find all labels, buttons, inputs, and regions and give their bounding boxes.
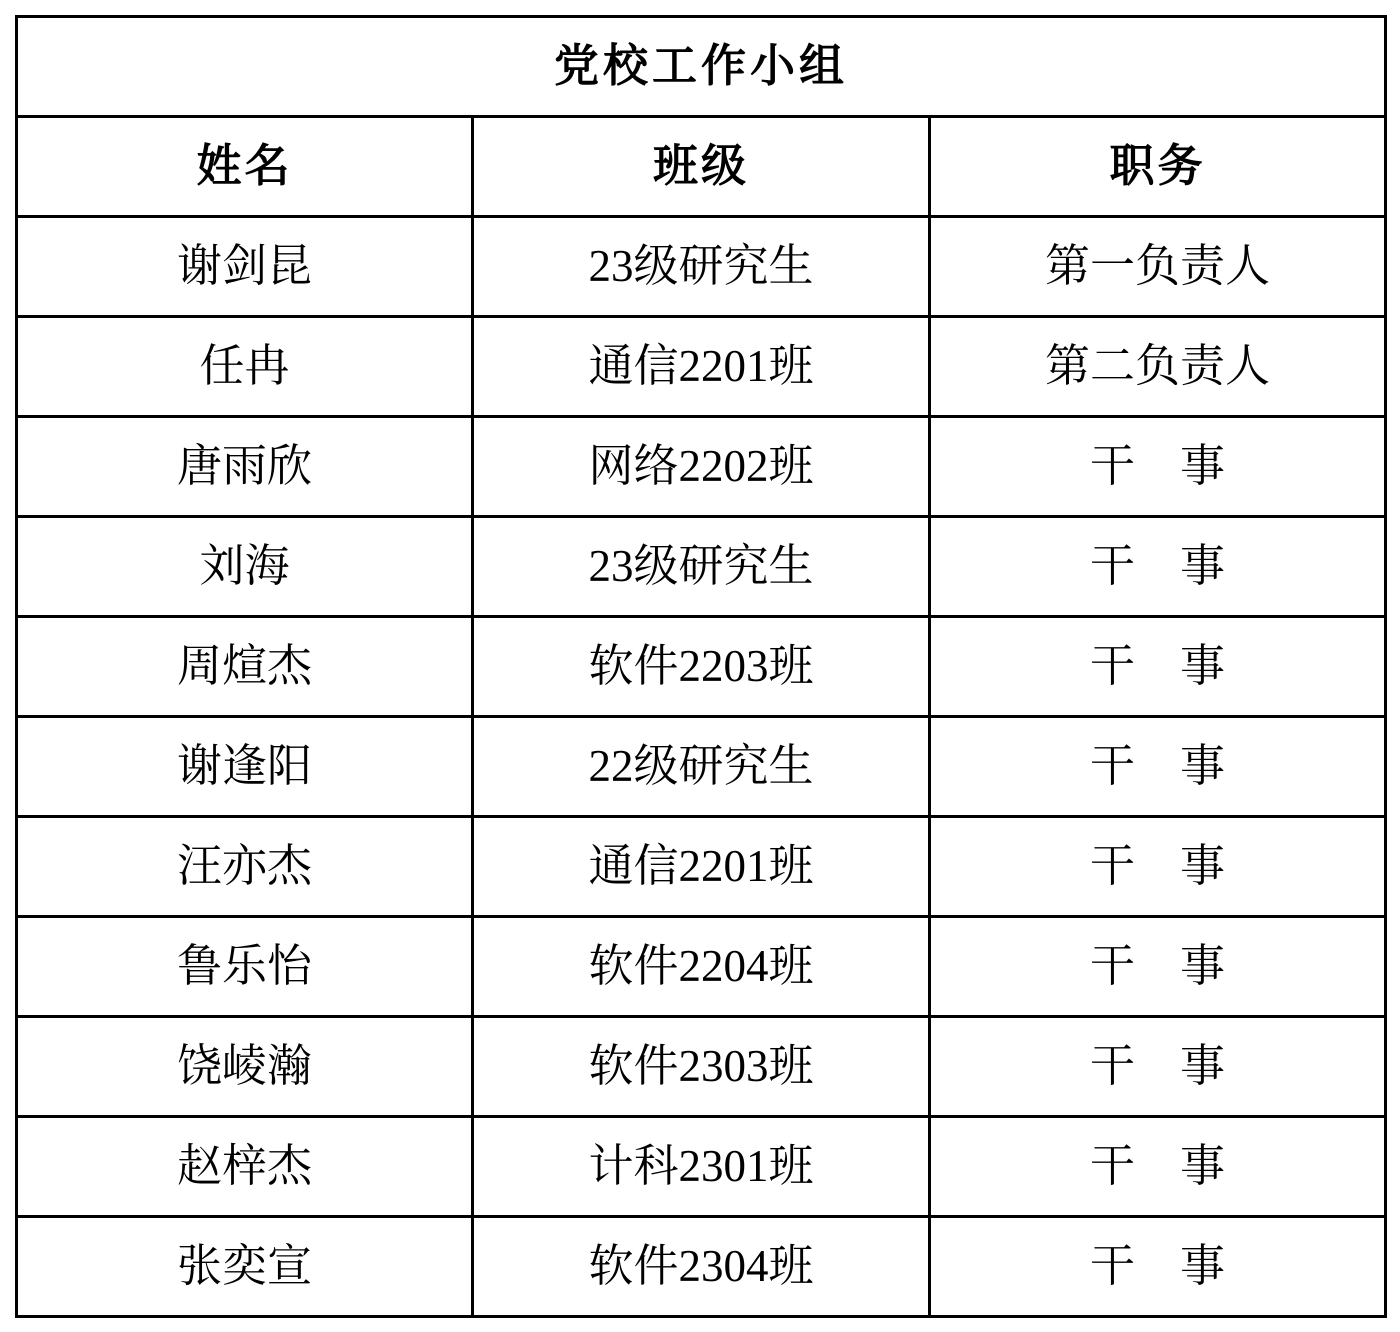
class-cell: 通信2201班 xyxy=(473,317,930,417)
position-cell: 干 事 xyxy=(930,817,1386,917)
position-cell: 干 事 xyxy=(930,1217,1386,1317)
name-cell: 周煊杰 xyxy=(17,617,473,717)
position-cell: 干 事 xyxy=(930,717,1386,817)
title-row xyxy=(17,17,1386,117)
name-cell: 刘海 xyxy=(17,517,473,617)
table-row xyxy=(17,1017,1386,1117)
table-row xyxy=(17,217,1386,317)
table-row xyxy=(17,817,1386,917)
position-cell: 干 事 xyxy=(930,917,1386,1017)
class-cell: 网络2202班 xyxy=(473,417,930,517)
table-row xyxy=(17,317,1386,417)
table-row xyxy=(17,1217,1386,1317)
name-cell: 谢逢阳 xyxy=(17,717,473,817)
class-cell: 软件2204班 xyxy=(473,917,930,1017)
column-header-class: 班级 xyxy=(473,117,930,217)
table-title: 党校工作小组 xyxy=(17,17,1386,117)
position-cell: 干 事 xyxy=(930,617,1386,717)
class-cell: 22级研究生 xyxy=(473,717,930,817)
table-row xyxy=(17,517,1386,617)
column-header-position: 职务 xyxy=(930,117,1386,217)
name-cell: 赵梓杰 xyxy=(17,1117,473,1217)
name-cell: 唐雨欣 xyxy=(17,417,473,517)
table-row xyxy=(17,917,1386,1017)
position-cell: 第一负责人 xyxy=(930,217,1386,317)
class-cell: 软件2303班 xyxy=(473,1017,930,1117)
position-cell: 干 事 xyxy=(930,417,1386,517)
name-cell: 张奕宣 xyxy=(17,1217,473,1317)
class-cell: 软件2203班 xyxy=(473,617,930,717)
class-cell: 计科2301班 xyxy=(473,1117,930,1217)
name-cell: 饶崚瀚 xyxy=(17,1017,473,1117)
class-cell: 软件2304班 xyxy=(473,1217,930,1317)
roster-table xyxy=(15,15,1387,1318)
name-cell: 鲁乐怡 xyxy=(17,917,473,1017)
position-cell: 干 事 xyxy=(930,517,1386,617)
name-cell: 任冉 xyxy=(17,317,473,417)
header-row xyxy=(17,117,1386,217)
class-cell: 23级研究生 xyxy=(473,217,930,317)
position-cell: 干 事 xyxy=(930,1017,1386,1117)
position-cell: 干 事 xyxy=(930,1117,1386,1217)
position-cell: 第二负责人 xyxy=(930,317,1386,417)
class-cell: 通信2201班 xyxy=(473,817,930,917)
name-cell: 汪亦杰 xyxy=(17,817,473,917)
table-row xyxy=(17,617,1386,717)
column-header-name: 姓名 xyxy=(17,117,473,217)
table-row xyxy=(17,417,1386,517)
table-row xyxy=(17,717,1386,817)
class-cell: 23级研究生 xyxy=(473,517,930,617)
table-row xyxy=(17,1117,1386,1217)
name-cell: 谢剑昆 xyxy=(17,217,473,317)
